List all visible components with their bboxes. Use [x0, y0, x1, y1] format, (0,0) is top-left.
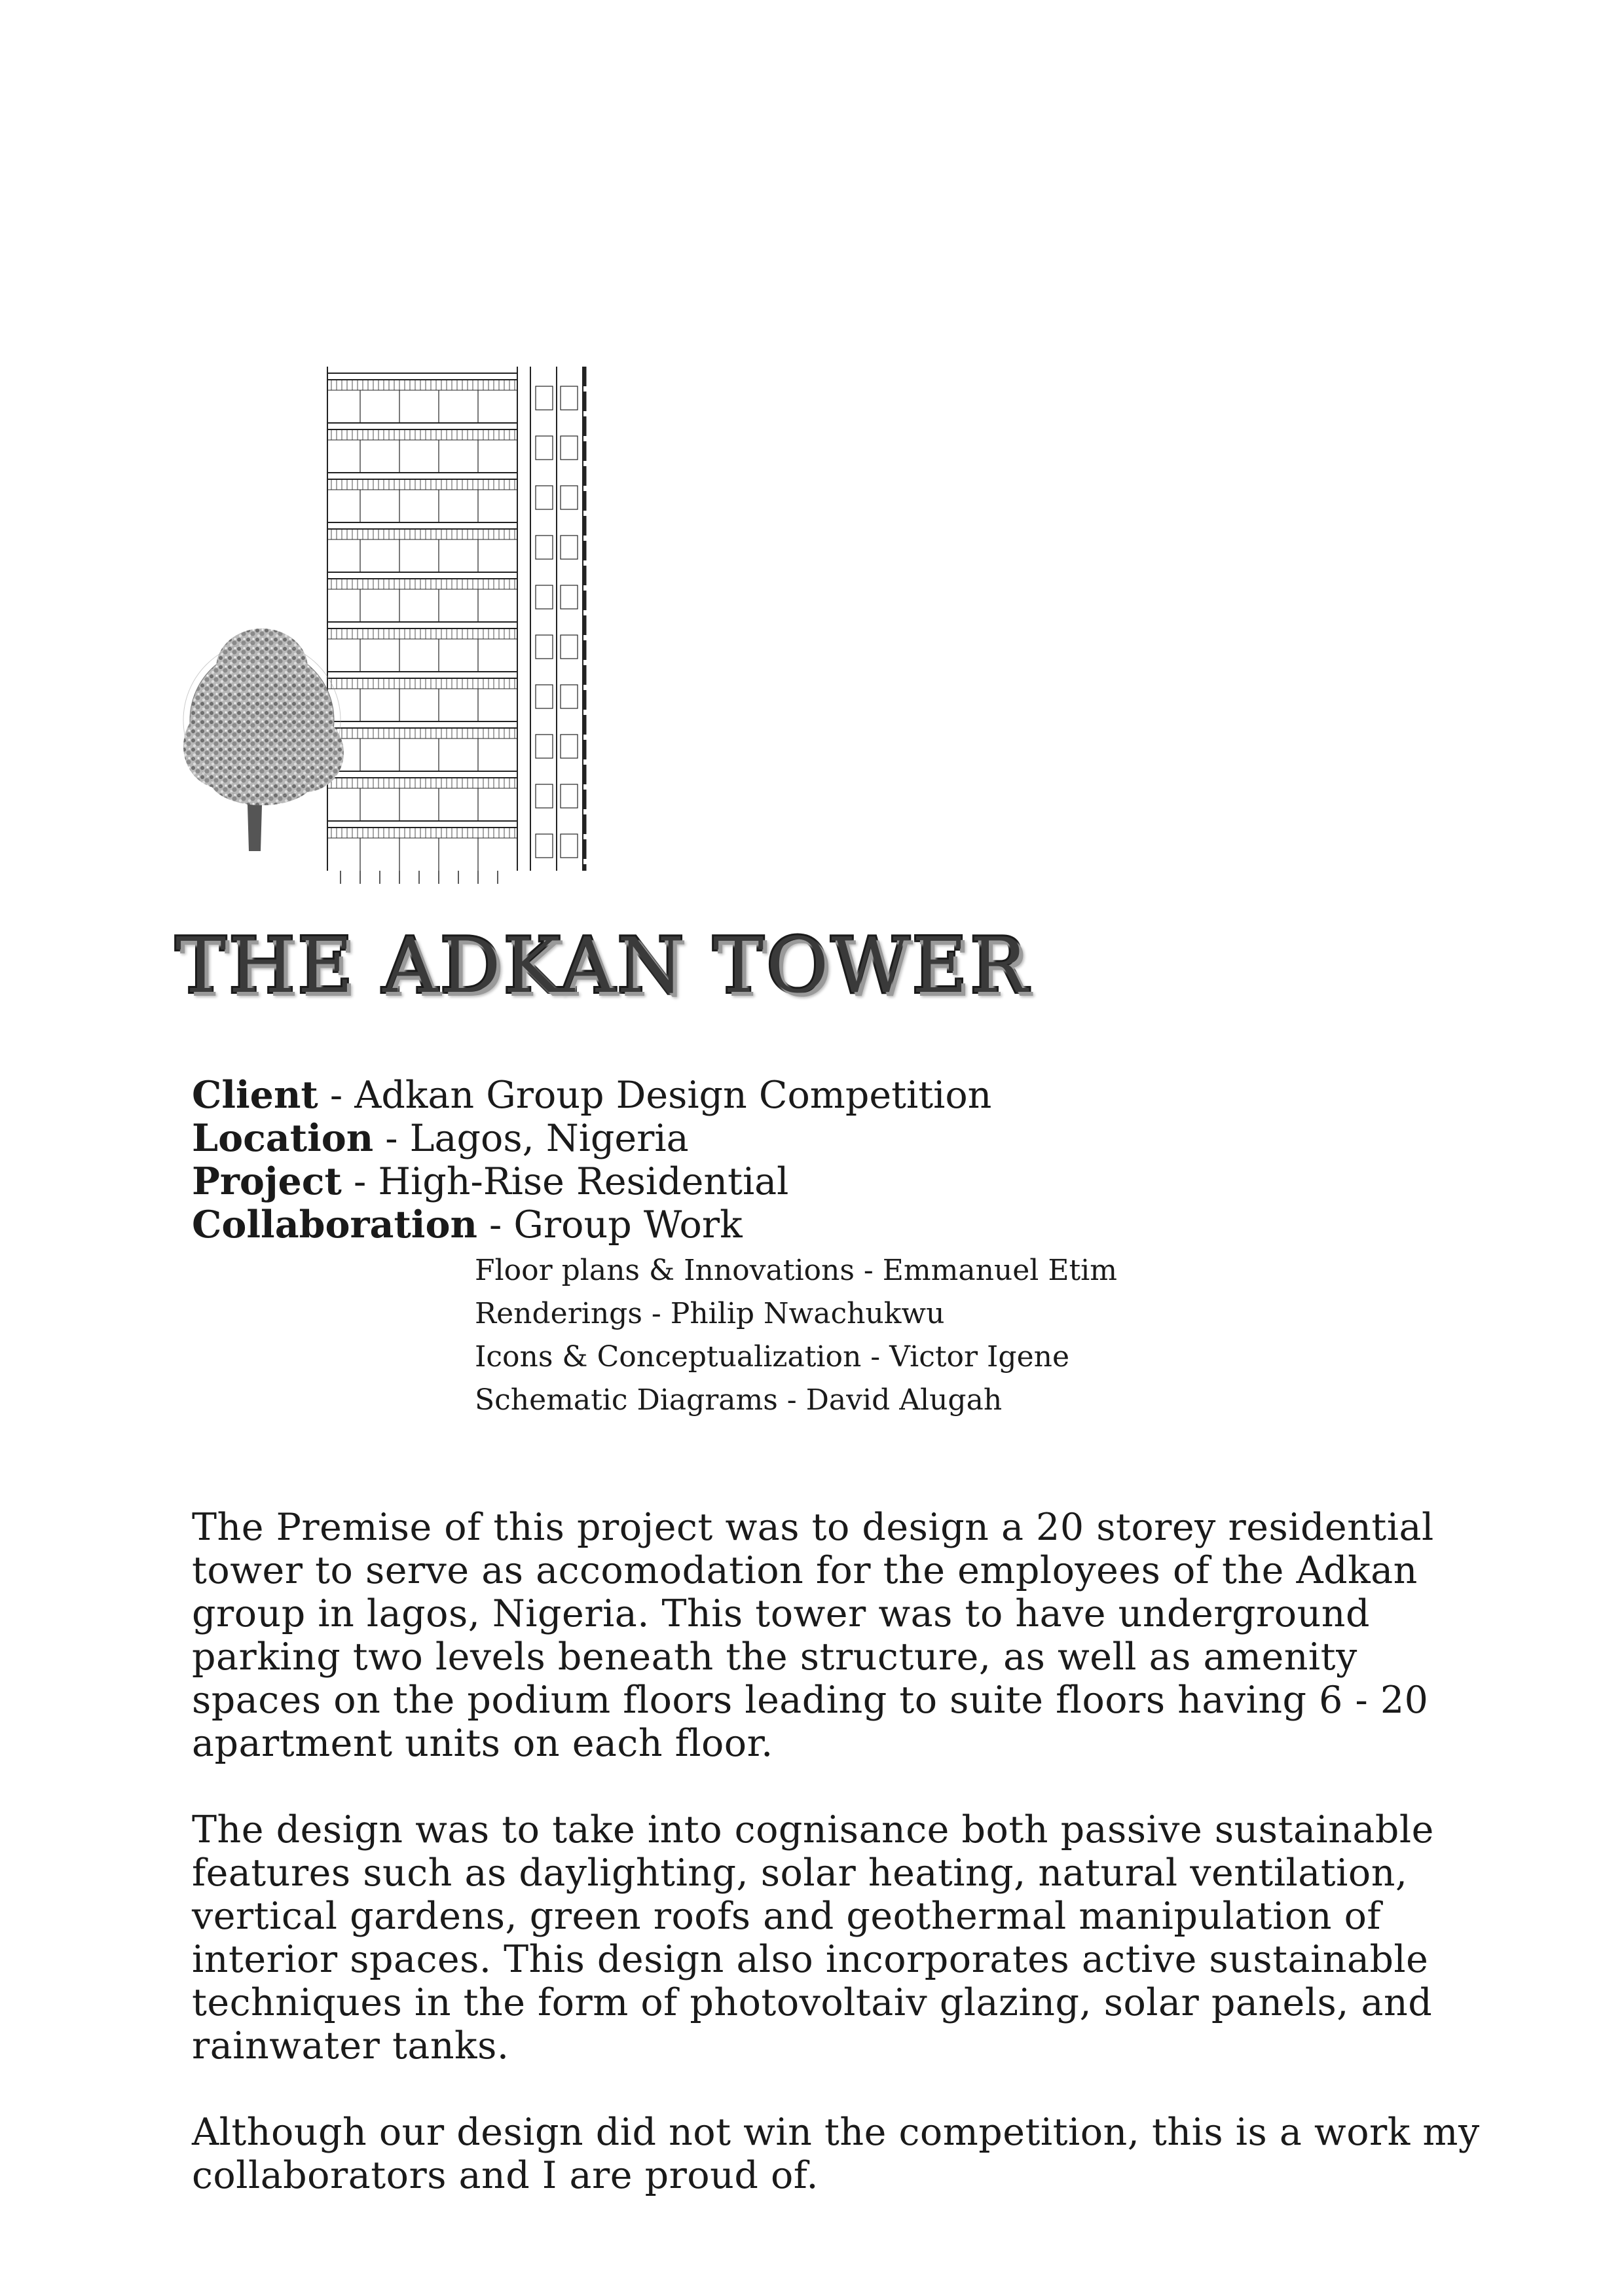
collaboration-row — [192, 1203, 1436, 1247]
paragraph: The design was to take into cognisance both passive sustainable features such as daylighting, solar heating, natural ventilation, vertical gardens, green roofs and geothermal manipulation of interior spaces. This design also incorporates active sustainable techniques in the form of photovoltaiv glazing, solar panels, and rainwater tanks. — [192, 1808, 1434, 2068]
project-row — [192, 1160, 1436, 1203]
paragraph: The Premise of this project was to design a 20 storey residential tower to serve as accomodation for the employees of the Adkan group in lagos, Nigeria. This tower was to have underground parking two levels beneath the structure, as well as amenity spaces on the podium floors leading to suite floors having 6 - 20 apartment units on each floor. — [192, 1506, 1434, 1765]
credit-item: Renderings - Philip Nwachukwu — [475, 1297, 945, 1330]
credits-list — [475, 1249, 1436, 1422]
client-value: - Adkan Group Design Competition — [318, 1074, 992, 1117]
client-label: Client — [192, 1073, 318, 1117]
credit-item: Schematic Diagrams - David Alugah — [475, 1383, 1003, 1417]
location-row — [192, 1117, 1436, 1160]
tower-elevation-drawing — [164, 354, 609, 890]
location-label: Location — [192, 1116, 374, 1160]
project-description — [192, 1506, 1488, 2240]
collaboration-label: Collaboration — [192, 1203, 477, 1247]
project-value: - High-Rise Residential — [341, 1160, 789, 1203]
paragraph: Although our design did not win the competition, this is a work my collaborators and I are proud of. — [192, 2111, 1480, 2197]
client-row — [192, 1074, 1436, 1117]
project-label: Project — [192, 1159, 342, 1203]
location-value: - Lagos, Nigeria — [373, 1117, 689, 1160]
credit-item: Icons & Conceptualization - Victor Igene — [475, 1340, 1070, 1374]
credit-item: Floor plans & Innovations - Emmanuel Etim — [475, 1254, 1117, 1287]
project-meta — [192, 1074, 1436, 1422]
page-title: THE ADKAN TOWER — [175, 922, 1030, 1010]
collaboration-value: - Group Work — [477, 1203, 743, 1247]
tree-icon — [183, 629, 344, 851]
